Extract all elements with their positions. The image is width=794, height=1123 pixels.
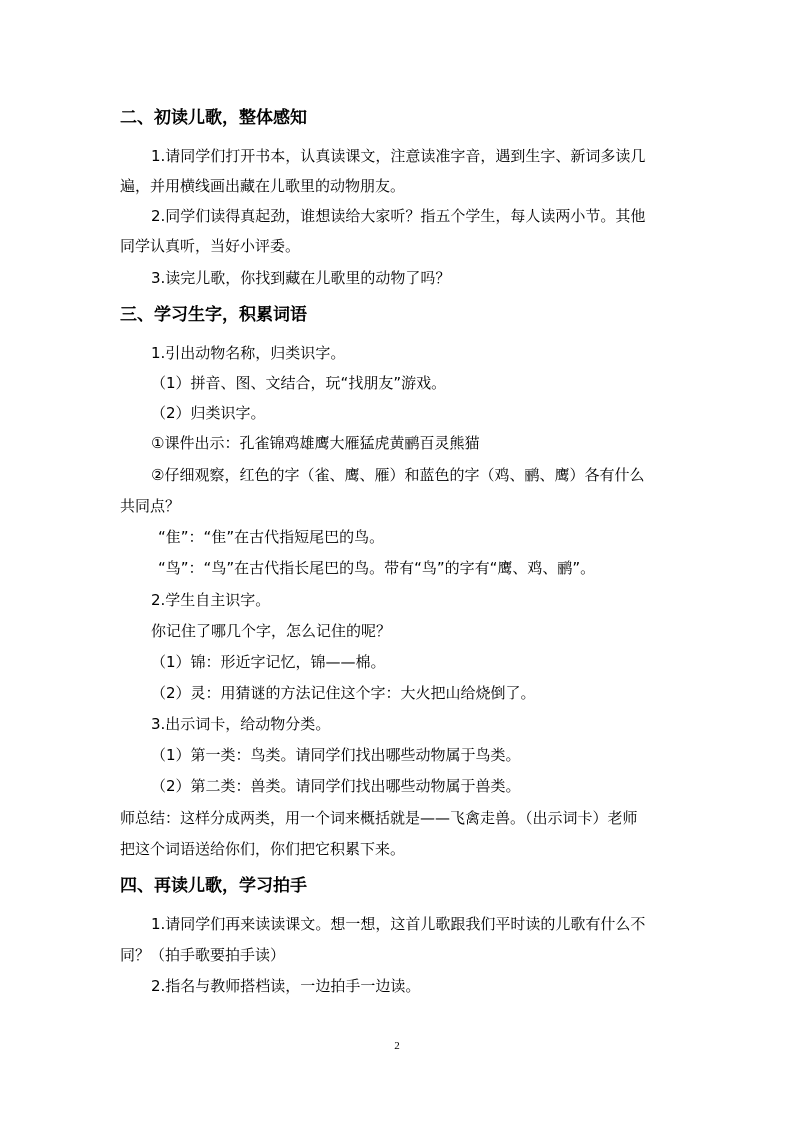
paragraph-line: 你记住了哪几个字，怎么记住的呢？ xyxy=(151,622,392,640)
paragraph-line: 3.读完儿歌，你找到藏在儿歌里的动物了吗？ xyxy=(151,269,451,287)
paragraph-line: 1.请同学们再来读读课文。想一想，这首儿歌跟我们平时读的儿歌有什么不 xyxy=(151,915,646,933)
paragraph-line: （2）归类识字。 xyxy=(151,404,266,422)
paragraph-line: 同学认真听，当好小评委。 xyxy=(120,237,301,255)
paragraph-line: （1）拼音、图、文结合，玩“找朋友”游戏。 xyxy=(151,374,447,392)
paragraph-line: 1.请同学们打开书本，认真读课文，注意读准字音，遇到生字、新词多读几 xyxy=(151,147,646,165)
paragraph-line: ①课件出示：孔雀锦鸡雄鹰大雁猛虎黄鹂百灵熊猫 xyxy=(151,434,480,452)
paragraph-line: “隹”：“隹”在古代指短尾巴的鸟。 xyxy=(158,528,385,546)
paragraph-line: 3.出示词卡，给动物分类。 xyxy=(151,715,331,733)
paragraph-line: 把这个词语送给你们，你们把它积累下来。 xyxy=(120,840,406,858)
paragraph-line: 师总结：这样分成两类，用一个词来概括就是——飞禽走兽。（出示词卡）老师 xyxy=(120,809,638,827)
paragraph-line: 1.引出动物名称，归类识字。 xyxy=(151,344,346,362)
paragraph-line: （1）锦：形近字记忆，锦——棉。 xyxy=(151,653,386,671)
paragraph-line: （1）第一类：鸟类。请同学们找出哪些动物属于鸟类。 xyxy=(151,746,521,764)
paragraph-line: 2.指名与教师搭档读，一边拍手一边读。 xyxy=(151,977,421,995)
paragraph-line: 2.同学们读得真起劲，谁想读给大家听？指五个学生，每人读两小节。其他 xyxy=(151,207,646,225)
section-heading-3: 三、学习生字，积累词语 xyxy=(120,305,307,325)
paragraph-line: “鸟”：“鸟”在古代指长尾巴的鸟。带有“鸟”的字有“鹰、鸡、鹂”。 xyxy=(158,559,596,577)
paragraph-line: 共同点？ xyxy=(120,497,181,515)
paragraph-line: （2）灵：用猜谜的方法记住这个字：大火把山给烧倒了。 xyxy=(151,684,536,702)
paragraph-line: 遍，并用横线画出藏在儿歌里的动物朋友。 xyxy=(120,177,406,195)
paragraph-line: ②仔细观察，红色的字（雀、鹰、雁）和蓝色的字（鸡、鹂、鹰）各有什么 xyxy=(151,466,645,484)
section-heading-2: 二、初读儿歌，整体感知 xyxy=(120,108,307,128)
paragraph-line: （2）第二类：兽类。请同学们找出哪些动物属于兽类。 xyxy=(151,777,521,795)
page-number: 2 xyxy=(394,1040,400,1052)
paragraph-line: 2.学生自主识字。 xyxy=(151,591,271,609)
paragraph-line: 同？（拍手歌要拍手读） xyxy=(120,946,286,964)
section-heading-4: 四、再读儿歌，学习拍手 xyxy=(120,876,307,896)
